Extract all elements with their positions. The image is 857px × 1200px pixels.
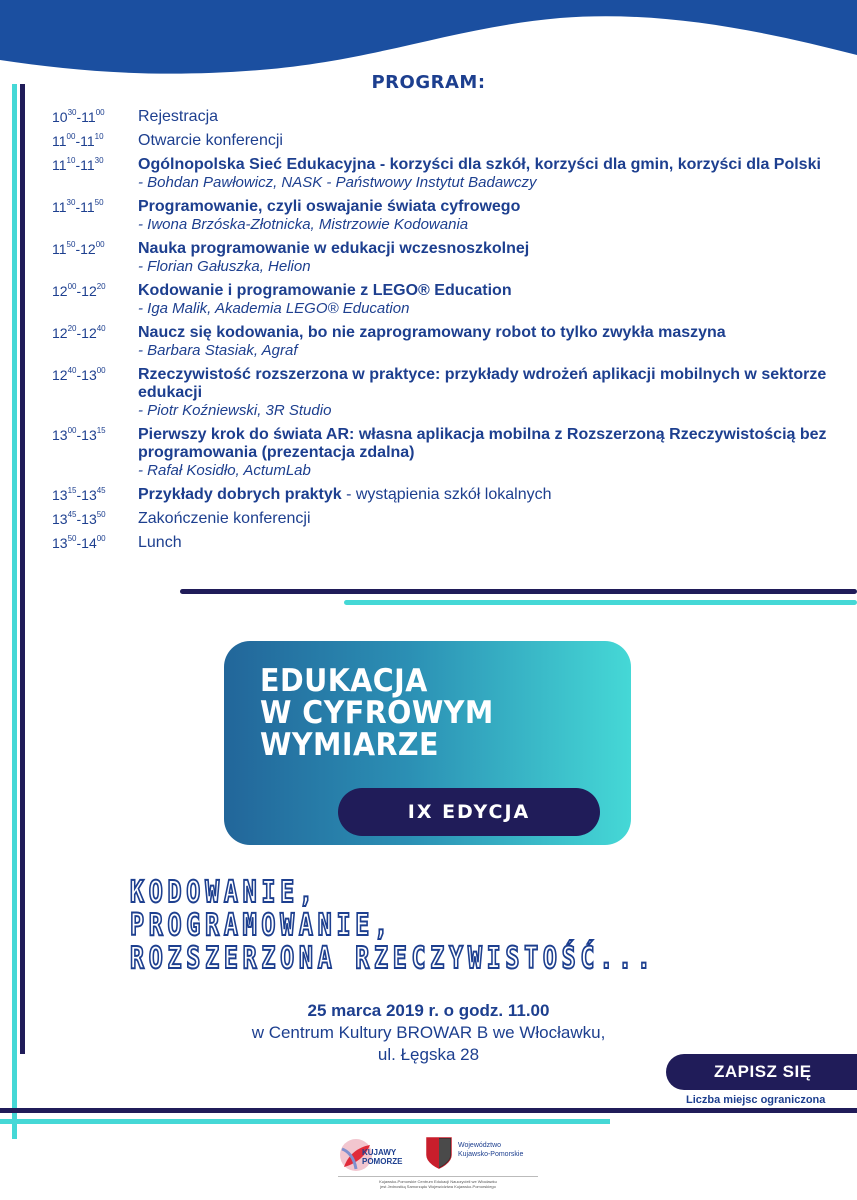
schedule-title-line xyxy=(138,534,842,552)
session-title: Zakończenie konferencji xyxy=(138,510,311,527)
time-start-hour: 12 xyxy=(52,325,68,341)
session-speaker: - Rafał Kosidło, ActumLab xyxy=(138,462,311,479)
schedule-title-line xyxy=(138,324,842,342)
schedule-title-line xyxy=(138,198,842,216)
time-end-minute: 10 xyxy=(94,132,104,141)
schedule-title-line xyxy=(138,486,842,504)
time-start-hour: 13 xyxy=(52,487,68,503)
time-separator: - xyxy=(76,427,82,443)
schedule-row xyxy=(52,366,842,420)
session-title: Otwarcie konferencji xyxy=(138,132,283,149)
time-start-hour: 12 xyxy=(52,367,68,383)
schedule-content xyxy=(138,426,842,480)
time-start-hour: 10 xyxy=(52,109,68,125)
session-speaker: - Florian Gałuszka, Helion xyxy=(138,258,311,275)
time-start-minute: 00 xyxy=(67,426,77,435)
time-end-hour: 12 xyxy=(81,283,97,299)
time-end-hour: 11 xyxy=(81,109,96,125)
time-start-hour: 11 xyxy=(52,241,67,257)
session-title: Nauka programowanie w edukacji wczesnoszkolnej xyxy=(138,240,530,257)
schedule-title-line xyxy=(138,282,842,300)
schedule-time xyxy=(52,324,138,360)
banner-title xyxy=(260,665,494,761)
session-note: - wystąpienia szkół lokalnych xyxy=(341,486,552,503)
banner-title-line: WYMIARZE xyxy=(260,727,439,763)
schedule-content xyxy=(138,198,842,234)
time-separator: - xyxy=(76,535,82,551)
schedule-title-line xyxy=(138,426,842,462)
session-title: Kodowanie i programowanie z LEGO® Education xyxy=(138,282,512,299)
kp-logo-line: POMORZE xyxy=(362,1157,403,1166)
time-separator: - xyxy=(75,157,81,173)
time-end-hour: 11 xyxy=(80,199,95,215)
time-separator: - xyxy=(76,511,82,527)
schedule-title-line xyxy=(138,240,842,258)
time-start-hour: 13 xyxy=(52,511,68,527)
time-end-hour: 13 xyxy=(81,427,97,443)
time-end-minute: 30 xyxy=(94,156,104,165)
left-accent-line-teal xyxy=(12,84,17,1139)
time-end-hour: 13 xyxy=(81,367,97,383)
schedule-title-line xyxy=(138,132,842,150)
header-wave xyxy=(0,0,857,110)
time-separator: - xyxy=(76,367,82,383)
schedule-content xyxy=(138,366,842,420)
schedule-row xyxy=(52,324,842,360)
session-title: Pierwszy krok do świata AR: własna aplikacja mobilna z Rozszerzoną Rzeczywistością bez programowania (prezentacja zdalna) xyxy=(138,426,827,461)
pixel-tagline-line: PROGRAMOWANIE, xyxy=(130,908,393,943)
footnote-line: Kujawsko-Pomorskie Centrum Edukacji Nauczycieli we Włocławku xyxy=(379,1179,497,1184)
edition-badge: IX EDYCJA xyxy=(338,788,600,836)
schedule-time xyxy=(52,198,138,234)
time-end-minute: 45 xyxy=(96,486,106,495)
time-end-hour: 13 xyxy=(81,511,97,527)
session-title: Rejestracja xyxy=(138,108,219,125)
pixel-tagline xyxy=(130,876,656,975)
schedule-time xyxy=(52,366,138,420)
time-end-hour: 11 xyxy=(80,133,95,149)
schedule-content xyxy=(138,282,842,318)
time-end-hour: 12 xyxy=(81,325,97,341)
session-speaker: - Bohdan Pawłowicz, NASK - Państwowy Instytut Badawczy xyxy=(138,174,537,191)
schedule-time xyxy=(52,282,138,318)
time-start-minute: 40 xyxy=(67,366,77,375)
time-separator: - xyxy=(76,109,82,125)
pixel-tagline-line: KODOWANIE, xyxy=(130,875,318,910)
program-title: PROGRAM: xyxy=(371,72,486,93)
schedule-row xyxy=(52,282,842,318)
time-start-hour: 12 xyxy=(52,283,68,299)
time-end-minute: 20 xyxy=(96,282,106,291)
kp-logo-line: KUJAWY xyxy=(362,1148,397,1157)
time-end-minute: 15 xyxy=(96,426,106,435)
time-end-minute: 50 xyxy=(96,510,106,519)
schedule-title-line xyxy=(138,510,842,528)
conference-banner xyxy=(224,641,631,845)
time-end-minute: 50 xyxy=(94,198,104,207)
schedule-row xyxy=(52,486,842,504)
time-start-minute: 30 xyxy=(67,108,77,117)
time-start-minute: 20 xyxy=(67,324,77,333)
region-logo-line: Kujawsko-Pomorskie xyxy=(458,1151,524,1158)
time-end-minute: 00 xyxy=(95,240,105,249)
event-venue: w Centrum Kultury BROWAR B we Włocławku, xyxy=(251,1023,606,1042)
session-title: Naucz się kodowania, bo nie zaprogramowany robot to tylko zwykła maszyna xyxy=(138,324,726,341)
session-title: Przykłady dobrych praktyk xyxy=(138,486,342,503)
left-accent-line-navy xyxy=(20,84,25,1054)
schedule-time xyxy=(52,132,138,150)
schedule-row xyxy=(52,534,842,552)
bottom-line-teal xyxy=(0,1119,610,1124)
schedule-row xyxy=(52,510,842,528)
schedule-time xyxy=(52,510,138,528)
schedule-content xyxy=(138,156,842,192)
schedule-row xyxy=(52,156,842,192)
divider-navy xyxy=(180,589,857,594)
schedule-time xyxy=(52,426,138,480)
time-start-hour: 11 xyxy=(52,157,67,173)
time-start-minute: 45 xyxy=(67,510,77,519)
time-end-hour: 11 xyxy=(80,157,95,173)
schedule-content xyxy=(138,510,842,528)
schedule-row xyxy=(52,426,842,480)
time-end-minute: 00 xyxy=(96,534,106,543)
event-date: 25 marca 2019 r. o godz. 11.00 xyxy=(307,1001,550,1020)
time-start-hour: 13 xyxy=(52,427,68,443)
time-start-minute: 10 xyxy=(66,156,76,165)
region-logo xyxy=(426,1137,546,1175)
time-start-minute: 50 xyxy=(67,534,77,543)
session-speaker: - Iwona Brzóska-Złotnicka, Mistrzowie Kodowania xyxy=(138,216,469,233)
schedule-list xyxy=(52,108,842,558)
schedule-time xyxy=(52,108,138,126)
time-separator: - xyxy=(75,133,81,149)
time-end-hour: 14 xyxy=(81,535,97,551)
time-start-hour: 13 xyxy=(52,535,68,551)
schedule-row xyxy=(52,240,842,276)
schedule-row xyxy=(52,132,842,150)
session-speaker: - Piotr Koźniewski, 3R Studio xyxy=(138,402,332,419)
limited-seats-note: Liczba miejsc ograniczona xyxy=(686,1094,826,1106)
schedule-title-line xyxy=(138,108,842,126)
time-separator: - xyxy=(76,487,82,503)
time-end-hour: 12 xyxy=(80,241,96,257)
time-end-hour: 13 xyxy=(81,487,97,503)
schedule-content xyxy=(138,324,842,360)
session-title: Rzeczywistość rozszerzona w praktyce: przykłady wdrożeń aplikacji mobilnych w sektorze edukacji xyxy=(138,366,827,401)
banner-title-line: W CYFROWYM xyxy=(260,695,494,731)
event-address: ul. Łęgska 28 xyxy=(377,1045,480,1064)
kujawy-pomorze-logo xyxy=(338,1137,422,1175)
footnote-line: jest Jednostką Samorządu Województwa Kujawsko-Pomorskiego xyxy=(380,1184,496,1189)
time-separator: - xyxy=(76,283,82,299)
session-speaker: - Barbara Stasiak, Agraf xyxy=(138,342,298,359)
schedule-row xyxy=(52,198,842,234)
time-start-minute: 15 xyxy=(67,486,77,495)
time-start-minute: 50 xyxy=(66,240,76,249)
session-title: Ogólnopolska Sieć Edukacyjna - korzyści dla szkół, korzyści dla gmin, korzyści dla Polski xyxy=(138,156,821,173)
schedule-time xyxy=(52,156,138,192)
register-button[interactable]: ZAPISZ SIĘ xyxy=(666,1054,857,1090)
session-title: Lunch xyxy=(138,534,182,551)
time-start-hour: 11 xyxy=(52,199,67,215)
time-separator: - xyxy=(76,325,82,341)
schedule-row xyxy=(52,108,842,126)
time-start-minute: 30 xyxy=(66,198,76,207)
logo-footer xyxy=(0,1134,857,1200)
bottom-line-navy xyxy=(0,1108,857,1113)
time-end-minute: 40 xyxy=(96,324,106,333)
schedule-time xyxy=(52,486,138,504)
pixel-tagline-line: ROZSZERZONA RZECZYWISTOŚĆ... xyxy=(130,941,656,976)
schedule-time xyxy=(52,534,138,552)
divider-teal xyxy=(344,600,857,605)
banner-title-line: EDUKACJA xyxy=(260,663,428,699)
coat-of-arms-icon xyxy=(426,1137,452,1169)
schedule-content xyxy=(138,132,842,150)
schedule-content xyxy=(138,108,842,126)
session-speaker: - Iga Malik, Akademia LEGO® Education xyxy=(138,300,410,317)
schedule-title-line xyxy=(138,156,842,174)
time-start-hour: 11 xyxy=(52,133,67,149)
time-end-minute: 00 xyxy=(95,108,105,117)
region-logo-line: Województwo xyxy=(458,1142,502,1149)
time-end-minute: 00 xyxy=(96,366,106,375)
schedule-content xyxy=(138,534,842,552)
time-start-minute: 00 xyxy=(67,282,77,291)
schedule-time xyxy=(52,240,138,276)
schedule-content xyxy=(138,486,842,504)
schedule-content xyxy=(138,240,842,276)
time-separator: - xyxy=(75,241,81,257)
time-start-minute: 00 xyxy=(66,132,76,141)
schedule-title-line xyxy=(138,366,842,402)
time-separator: - xyxy=(75,199,81,215)
footer-footnote xyxy=(338,1176,538,1189)
session-title: Programowanie, czyli oswajanie świata cyfrowego xyxy=(138,198,521,215)
